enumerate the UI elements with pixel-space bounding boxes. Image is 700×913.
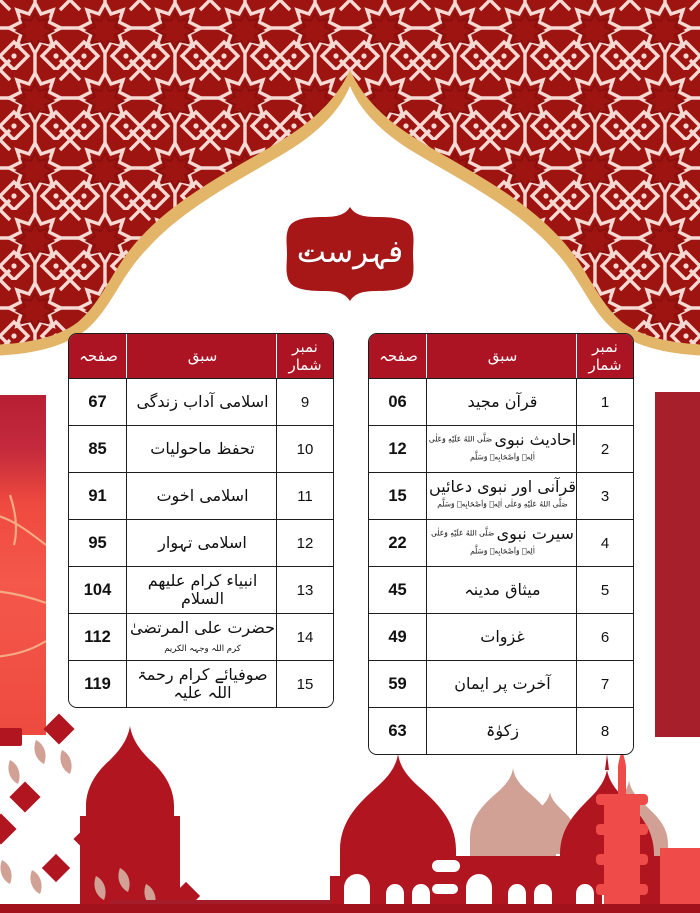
cell-page-number: 85 [69,425,127,472]
table-row[interactable] [369,566,633,613]
cell-serial-number: 3 [577,472,633,519]
table-row[interactable] [369,425,633,472]
lesson-title-text: احادیث نبوی [494,429,577,449]
table-header-row [69,334,333,378]
honorific-text: صَلَّى اللهُ عَلَيْهِ وَعَلٰى اٰلِهٖ وَاَصْحَابِهٖ وَسَلَّم [431,528,535,556]
lesson-title-text: اسلامی تہوار [158,532,247,552]
lesson-title-text: اسلامی اخوت [156,485,249,505]
cell-serial-number: 2 [577,425,633,472]
cell-page-number: 95 [69,519,127,566]
cell-lesson-title [127,660,277,707]
cell-page-number: 12 [369,425,427,472]
lesson-title-text: زکوٰۃ [486,720,519,740]
table-row[interactable] [369,660,633,707]
page-title: فہرست [296,233,404,270]
table-row[interactable] [69,613,333,660]
lesson-title-text: غزوات [480,626,525,646]
cell-lesson-title [427,707,577,754]
lesson-title-text: قرآنی اور نبوی دعائیں [429,476,576,496]
cell-serial-number: 8 [577,707,633,754]
honorific-text: صَلَّى اللهُ عَلَيْهِ وَعَلٰى اٰلِهٖ وَاَصْحَابِهٖ وَسَلَّم [428,434,535,462]
table-row[interactable] [69,519,333,566]
toc-table-right [368,333,634,755]
cell-serial-number: 5 [577,566,633,613]
table-row[interactable] [69,378,333,425]
table-row[interactable] [69,660,333,707]
cell-lesson-title [427,425,577,472]
right-table-body [369,378,633,754]
cell-serial-number: 12 [277,519,333,566]
lesson-title-text: میثاق مدینہ [464,579,541,599]
cell-page-number: 63 [369,707,427,754]
table-row[interactable] [369,378,633,425]
cell-page-number: 49 [369,613,427,660]
honorific-text: کرم اللہ وجہہ الکریم [164,644,241,654]
lesson-title-text: قرآن مجید [467,391,538,411]
table-row[interactable] [369,519,633,566]
lesson-title-text: حضرت علی المرتضیٰ [129,617,276,637]
cell-page-number: 06 [369,378,427,425]
lesson-title-text: صوفیائے کرام رحمۃ اللہ علیہ [137,664,268,702]
cell-serial-number: 14 [277,613,333,660]
cell-serial-number: 6 [577,613,633,660]
lesson-title-text: سیرت نبوی [496,523,574,543]
cell-serial-number: 11 [277,472,333,519]
table-row[interactable] [369,707,633,754]
lesson-title-text: تحفظ ماحولیات [150,438,255,458]
lesson-title-text: آخرت پر ایمان [454,673,551,693]
left-table-body [69,378,333,707]
header-serial: نمبر شمار [277,334,333,378]
cell-lesson-title [427,566,577,613]
table-row[interactable] [369,472,633,519]
cell-lesson-title [127,425,277,472]
cell-page-number: 112 [69,613,127,660]
cell-serial-number: 7 [577,660,633,707]
honorific-text: صَلَّى اللهُ عَلَيْهِ وَعَلٰى اٰلِهٖ وَاَصْحَابِهٖ وَسَلَّم [437,499,568,509]
table-row[interactable] [69,472,333,519]
cell-serial-number: 9 [277,378,333,425]
header-serial: نمبر شمار [577,334,633,378]
table-row[interactable] [69,566,333,613]
left-band-svg [0,395,46,735]
cell-serial-number: 4 [577,519,633,566]
right-color-band [655,392,700,737]
cell-page-number: 22 [369,519,427,566]
cell-page-number: 15 [369,472,427,519]
table-header-row [369,334,633,378]
cell-page-number: 104 [69,566,127,613]
lesson-title-text: اسلامی آداب زندگی [136,391,269,411]
header-lesson: سبق [427,334,577,378]
cell-lesson-title [127,613,277,660]
cell-page-number: 91 [69,472,127,519]
cell-lesson-title [127,519,277,566]
table-row[interactable] [369,613,633,660]
header-page: صفحہ [69,334,127,378]
table-row[interactable] [69,425,333,472]
cell-lesson-title [427,519,577,566]
toc-table-left [68,333,334,708]
cell-page-number: 119 [69,660,127,707]
cell-lesson-title [127,472,277,519]
header-lesson: سبق [127,334,277,378]
cell-lesson-title [127,566,277,613]
title-badge [281,205,419,303]
cell-page-number: 45 [369,566,427,613]
cell-lesson-title [427,472,577,519]
cell-page-number: 67 [69,378,127,425]
cell-lesson-title [427,378,577,425]
cell-page-number: 59 [369,660,427,707]
cell-serial-number: 13 [277,566,333,613]
cell-serial-number: 10 [277,425,333,472]
left-color-band [0,395,46,735]
cell-lesson-title [427,660,577,707]
cell-lesson-title [127,378,277,425]
header-page: صفحہ [369,334,427,378]
cell-serial-number: 15 [277,660,333,707]
cell-serial-number: 1 [577,378,633,425]
cell-lesson-title [427,613,577,660]
lesson-title-text: انبیاء کرام علیھم السلام [147,570,258,608]
